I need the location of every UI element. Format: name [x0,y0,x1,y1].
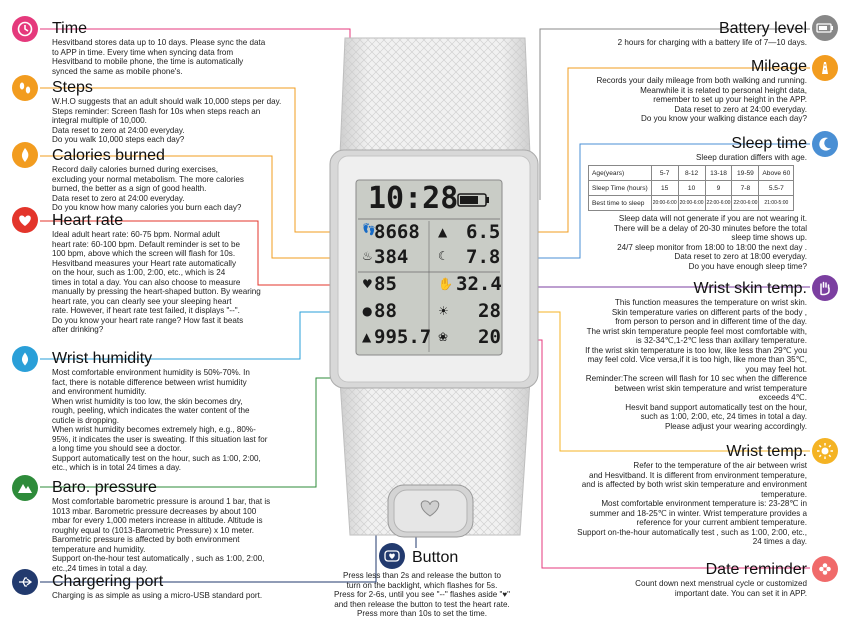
table-cell: 20:00-6:00 [678,196,705,211]
wrist-body: Refer to the temperature of the air between wrist and Hesvitband. It is different from environment temperature, and is affected by both wrist skin temperature and environment temperature. Most comfortable environment temperature is: 23-28℃ in summer and 18-25℃ in winter. Wrist temperature provides a reference for your current ambient temperature. Support on-the-hour automatically test , such as 1:00, 2:00, etc., 24 times a day. [577,461,807,546]
mileage-body: Records your daily mileage from both walking and running. Meanwhile it is related to personal height data, remember to set up your height in the APP. Data reset to zero at 24:00 everyday. Do you know your walking distance each day? [596,76,807,123]
lcd-skin-icon: ✋ [438,277,453,291]
table-row [589,196,794,211]
port-body: Charging is as simple as using a micro-USB standard port. [52,591,263,600]
table-cell: Above 60 [759,166,794,181]
battery-body: 2 hours for charging with a battery life of 7—10 days. [617,38,807,47]
lcd-pressure-icon: ▲ [362,330,372,344]
heart-body: Ideal adult heart rate: 60-75 bpm. Normal adult heart rate: 60-100 bpm. Default reminder is set to be 100 bpm, above which the screen will flash for 10s. Hesvitband measures your Heart rate automatically on the hour, such as 1:00, 2:00, etc., which is 24 times in total a day. You can also choose to measure manually by pressing the heart-shaped button. By wearing heart rate, you can clearly see your sleeping heart rate. However, if heart rate test failed, it displays "--". Do you know your heart rate range? How fast it beats after drinking? [52,230,261,334]
table-cell: 22:00-6:00 [732,196,759,211]
steps-section [52,79,312,145]
sleep-subtitle: Sleep duration differs with age. [696,153,807,162]
table-cell: 10 [678,181,705,196]
calories-section [52,147,302,213]
clock-icon [12,16,38,42]
battery-icon [812,15,838,41]
usb-icon [12,569,38,595]
flower-icon [812,556,838,582]
button-title-wrap [412,549,458,566]
lcd-sleep-icon: ☾ [438,249,449,263]
lcd-skin-temp: 32.4 [456,273,502,295]
battery-title: Battery level [718,20,807,37]
lcd-wrist-temp: 28 [478,300,501,322]
lcd-wrist-icon: ☀ [438,304,449,318]
sleep-notes [547,213,807,271]
table-cell: 5-7 [651,166,678,181]
humidity-title: Wrist humidity [52,350,153,367]
wrist-title: Wrist temp. [726,443,807,460]
sleep-table [588,165,794,211]
table-cell: Best time to sleep [589,196,652,211]
lcd-mileage: 6.5 [466,221,501,243]
button-section [322,570,522,619]
sun-icon [812,438,838,464]
lcd-heart: 85 [374,273,397,295]
lcd-date-icon: ❀ [438,330,449,344]
wrist-section [527,443,807,547]
button-icon [379,543,405,569]
lcd-humidity-icon: ● [362,304,373,318]
moon-icon [812,131,838,157]
table-cell: 19-59 [732,166,759,181]
road-icon [812,55,838,81]
table-cell: 20:00-6:00 [651,196,678,211]
date-body: Count down next menstrual cycle or customized important date. You can set it in APP. [635,579,807,598]
time-section [52,20,302,76]
hand-icon [812,275,838,301]
sleep-body: Sleep data will not generate if you are not wearing it. There will be a delay of 20-30 minutes before the total sleep time shows up. 24/7 sleep monitor from 18:00 to 18:00 the next day . Data reset to zero at 18:00 everyday. Do you have enough sleep time? [613,214,807,271]
table-cell: 7-8 [732,181,759,196]
lcd-calories-icon: ♨ [362,249,373,263]
mileage-section [537,58,807,124]
table-cell: 13-18 [705,166,732,181]
date-title: Date reminder [705,561,807,578]
table-cell: 21:00-5:00 [759,196,794,211]
lcd-sleep: 7.8 [466,246,501,268]
table-cell: Sleep Time (hours) [589,181,652,196]
baro-body: Most comfortable barometric pressure is around 1 bar, that is 1013 mbar. Barometric pressure decreases by about 100 mbar for every 1,000 meters increase in altitude. Altitude is roughly equal to (1013-Barometric Pressure) x 10 meter. Barometric pressure is affected by both environment temperature and humidity. Support on-the-hour test automatically , such as 1:00, 2:00, etc.,24 times in total a day. [52,497,271,573]
table-cell: 22:00-6:00 [705,196,732,211]
calories-body: Record daily calories burned during exercises, excluding your normal metabolism. The more calories burned, the better as a sign of good health. Data reset to zero at 24:00 everyday. Do you know how many calories you burn each day? [52,165,244,212]
time-body: Hesvitband stores data up to 10 days. Please sync the data to APP in time. Every time when syncing data from Hesvitband to mobile phone, the time is automatically synced the same as mobile phone's. [52,38,266,76]
lcd-heart-icon: ♥ [362,277,373,291]
humidity-section [52,350,302,473]
baro-title: Baro. pressure [52,479,157,496]
heart-section [52,212,292,335]
battery-section [547,20,807,48]
lcd-steps-icon: 👣 [362,223,376,236]
steps-body: W.H.O suggests that an adult should walk 10,000 steps per day. Steps reminder: Screen flash for 10s when steps reach an integral multiple of 10,000. Data reset to zero at 24:00 everyday. Do you walk 10,000 steps each day? [52,97,282,144]
port-section [52,573,332,601]
table-cell: Age(years) [589,166,652,181]
mountain-icon [12,475,38,501]
lcd-date: 20 [478,326,501,348]
sleep-section [547,135,807,163]
droplet-icon [12,346,38,372]
steps-title: Steps [52,79,93,96]
calories-title: Calories burned [52,147,165,164]
table-cell: 9 [705,181,732,196]
humidity-body: Most comfortable environment humidity is 50%-70%. In fact, there is notable difference between wrist humidity and environment humidity. When wrist humidity is too low, the skin becomes dry, rough, peeling, which indicates the water content of the cuticle is dropping. When wrist humidity becomes extremely high, e.g., 80%- 95%, it indicates the user is sweating. If this situation last for a long time you should see a doctor. Support automatically test on the hour, such as 1:00, 2:00, etc., which is in total 24 times a day. [52,368,268,472]
lcd-calories: 384 [374,246,409,268]
skin-title: Wrist skin temp. [693,280,807,297]
button-title: Button [412,549,459,566]
sleep-table-header [589,166,794,181]
heart-icon [12,207,38,233]
time-title: Time [52,20,87,37]
skin-body: This function measures the temperature on wrist skin. Skin temperature varies on different parts of the body , from person to person and in different time of the day. The wrist skin temperature people feel most comfortable with, is 32-34℃,1-2℃ less than axillary temperature. If the wrist skin temperature is too low, like less than 29℃ you may feel cold. Vice versa,if it is too high, like more than 35℃, you may feel hot. Reminder:The screen will flash for 10 sec when the difference between wrist skin temperature and wrist temperature exceeds 4℃. Hesvit band support automatically test on the hour, such as 1:00, 2:00, etc, 24 times in total a day. Please adjust your wearing accordingly. [585,298,807,431]
lcd-humidity: 88 [374,300,397,322]
table-row [589,181,794,196]
baro-section [52,479,307,573]
table-cell: 5.5-7 [759,181,794,196]
skin-section [527,280,807,431]
lcd-pressure: 995.7 [374,326,432,348]
button-body: Press less than 2s and release the button to turn on the backlight, which flashes for 5s. Press for 2-6s, until you see "--" flashes aside "♥" and then release the button to test the heart rate. Press more than 10s to set the time. [334,571,510,618]
sleep-title: Sleep time [731,135,807,152]
table-cell: 8-12 [678,166,705,181]
heart-title: Heart rate [52,212,124,229]
mileage-title: Mileage [750,58,807,75]
port-title: Chargering port [52,573,164,590]
footprints-icon [12,75,38,101]
flame-icon [12,142,38,168]
lcd-steps: 8668 [374,221,420,243]
date-section [547,561,807,598]
lcd-time: 10:28 [368,181,459,216]
lcd-mileage-icon: ▲ [438,225,448,239]
table-cell: 15 [651,181,678,196]
